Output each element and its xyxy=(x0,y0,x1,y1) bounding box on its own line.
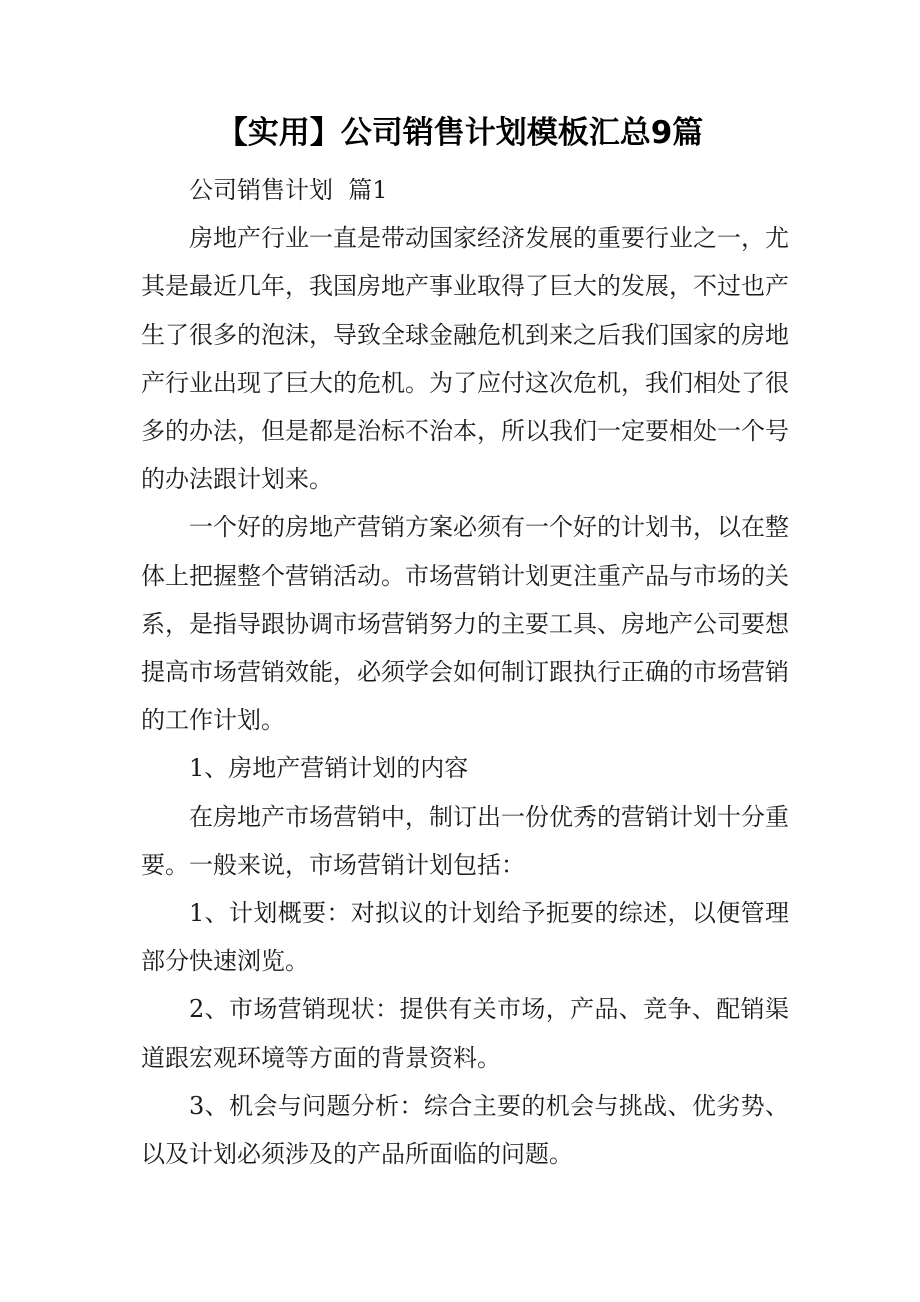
paragraph: 在房地产市场营销中，制订出一份优秀的营销计划十分重要。一般来说，市场营销计划包括： xyxy=(141,802,789,879)
list-item: 1、计划概要：对拟议的计划给予扼要的综述，以便管理部分快速浏览。 xyxy=(141,899,789,976)
list-item: 2、市场营销现状：提供有关市场，产品、竞争、配销渠道跟宏观环境等方面的背景资料。 xyxy=(141,995,789,1072)
document-body xyxy=(141,166,789,1178)
document-title: 【实用】公司销售计划模板汇总9篇 xyxy=(216,115,704,151)
list-item: 3、机会与问题分析：综合主要的机会与挑战、优劣势、以及计划必须涉及的产品所面临的问题。 xyxy=(141,1091,789,1169)
section-heading: 公司销售计划 篇1 xyxy=(189,176,388,204)
paragraph: 房地产行业一直是带动国家经济发展的重要行业之一，尤其是最近几年，我国房地产事业取得了巨大的发展，不过也产生了很多的泡沫，导致全球金融危机到来之后我们国家的房地产行业出现了巨大的危机。为了应付这次危机，我们相处了很多的办法，但是都是治标不治本，所以我们一定要相处一个号的办法跟计划来。 xyxy=(141,224,789,494)
subheading: 1、房地产营销计划的内容 xyxy=(189,754,469,783)
paragraph: 一个好的房地产营销方案必须有一个好的计划书，以在整体上把握整个营销活动。市场营销计划更注重产品与市场的关系，是指导跟协调市场营销努力的主要工具、房地产公司要想提高市场营销效能，必须学会如何制订跟执行正确的市场营销的工作计划。 xyxy=(141,513,789,735)
